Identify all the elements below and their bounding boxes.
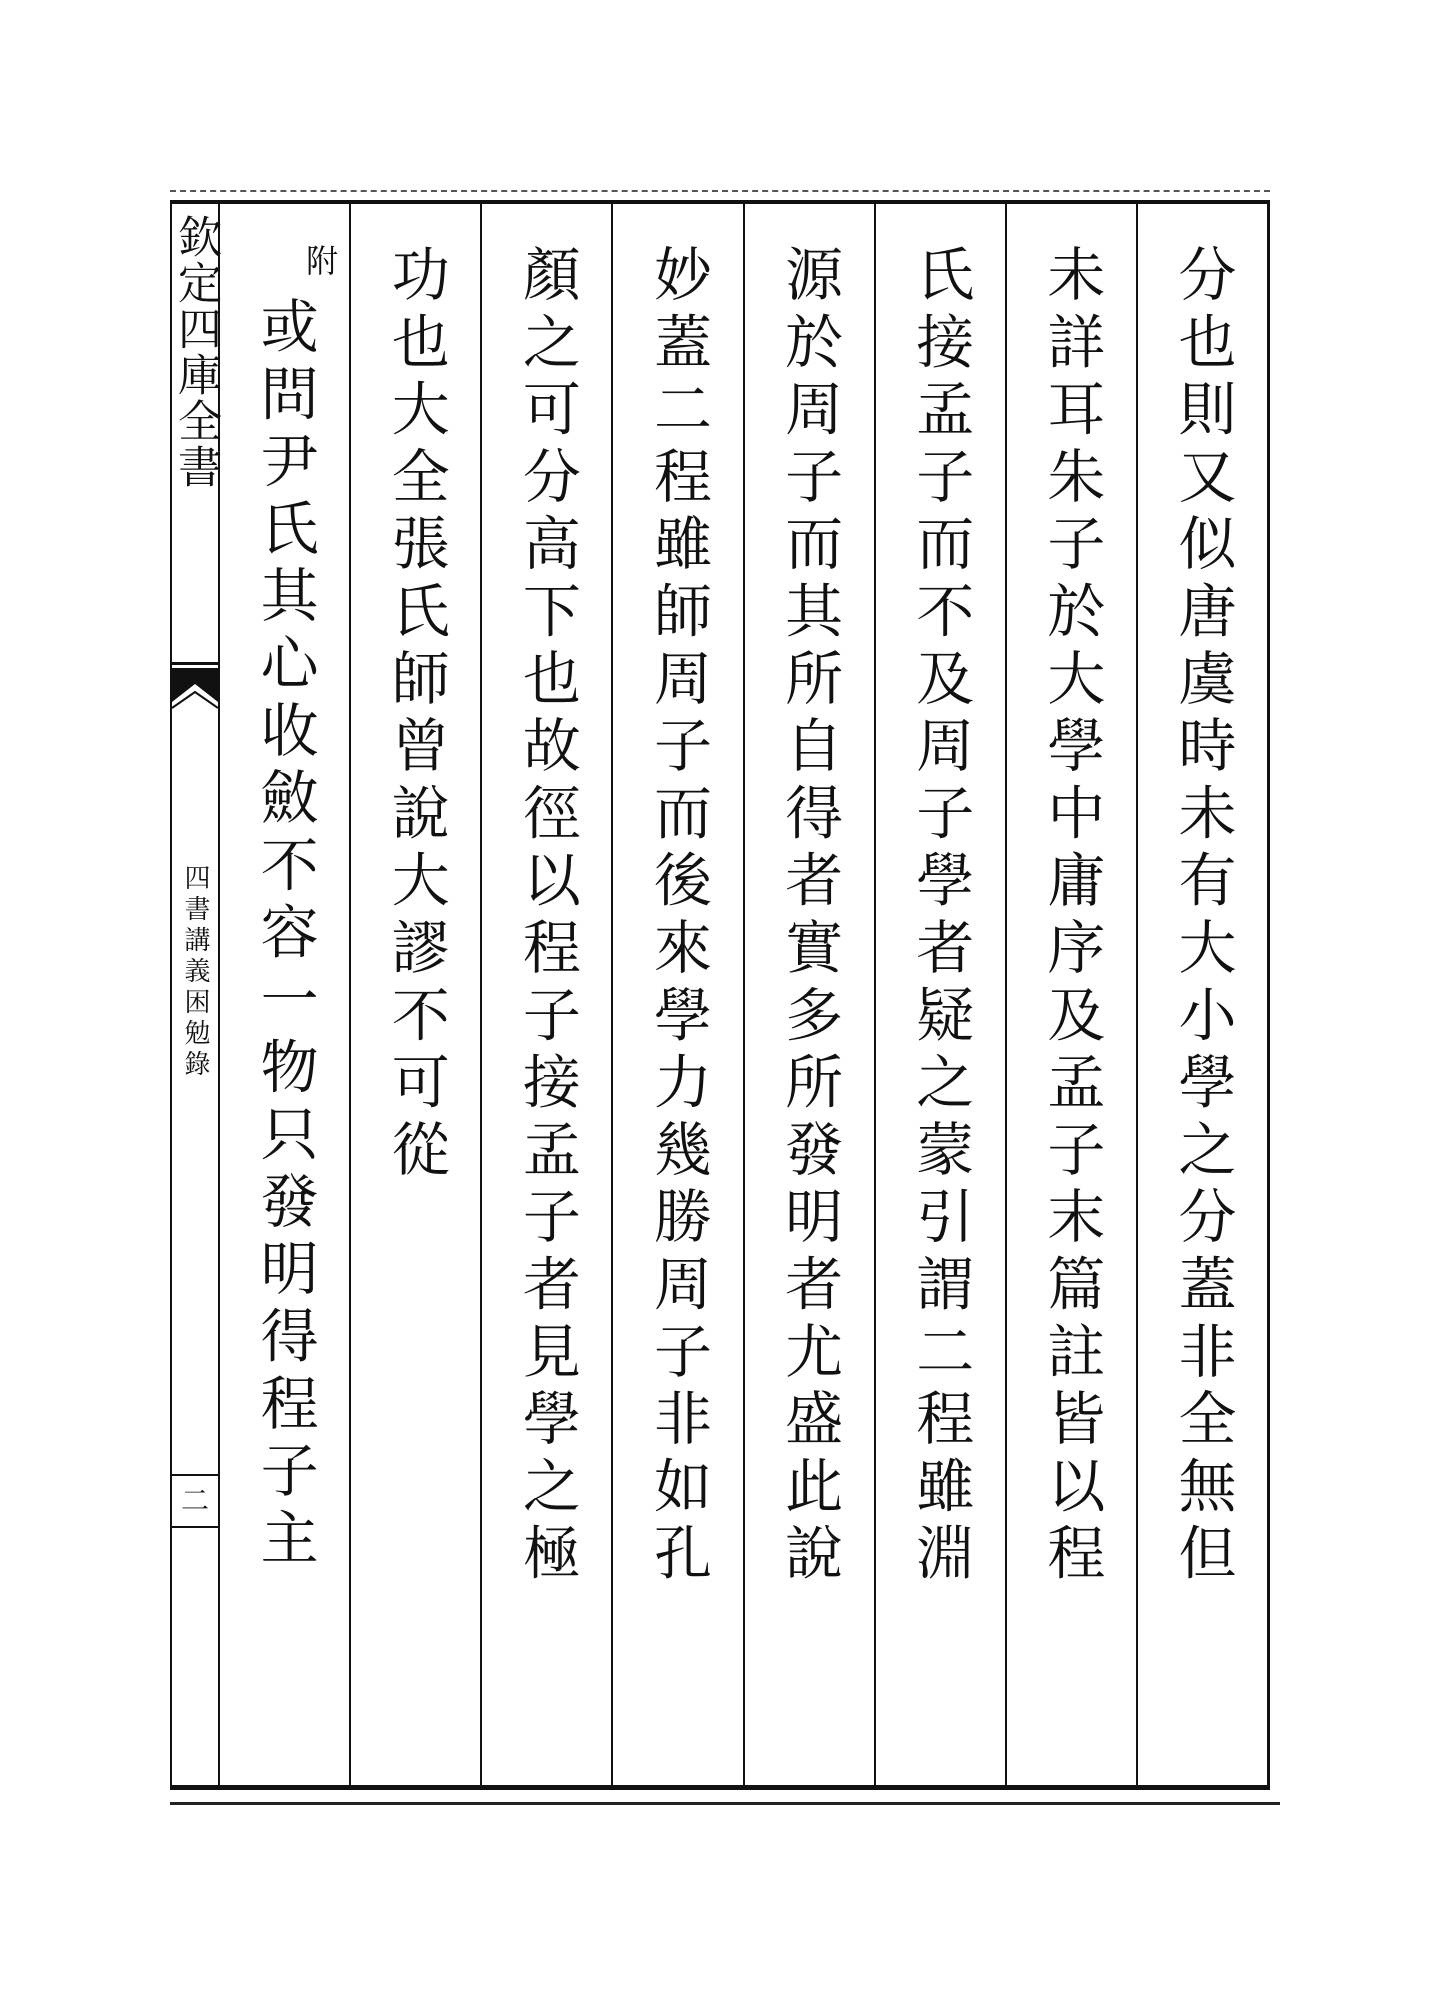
column-text: 顏之可分高下也故徑以程子接孟子者見學之極 bbox=[512, 244, 581, 1590]
page-frame bbox=[170, 200, 1270, 1790]
column-text: 分也則又似唐虞時未有大小學之分蓋非全無但 bbox=[1168, 244, 1237, 1590]
text-column bbox=[874, 204, 1005, 1785]
page-number: 二 bbox=[172, 1474, 218, 1528]
collection-title: 欽定四庫全書 bbox=[170, 214, 221, 490]
text-column bbox=[1005, 204, 1136, 1785]
top-border-dashes bbox=[170, 190, 1270, 192]
text-columns bbox=[218, 204, 1267, 1785]
column-text: 源於周子而其所自得者實多所發明者尤盛此說 bbox=[775, 244, 844, 1590]
column-text: 功也大全張氏師曾說大謬不可從 bbox=[381, 244, 450, 1187]
text-column bbox=[1136, 204, 1267, 1785]
text-column bbox=[349, 204, 480, 1785]
bottom-border-line bbox=[170, 1802, 1280, 1805]
text-column bbox=[218, 204, 349, 1785]
column-text: 未詳耳朱子於大學中庸序及孟子末篇註皆以程 bbox=[1037, 244, 1106, 1590]
text-column bbox=[611, 204, 742, 1785]
fore-edge-margin bbox=[172, 204, 220, 1785]
text-column bbox=[480, 204, 611, 1785]
book-title: 四書講義困勉錄 bbox=[180, 864, 210, 1081]
appendix-note: 附 bbox=[301, 244, 340, 276]
text-column bbox=[743, 204, 874, 1785]
column-text: 妙蓋二程雖師周子而後來學力幾勝周子非如孔 bbox=[643, 244, 712, 1590]
fishtail-mark-icon bbox=[172, 662, 218, 722]
column-text: 或問尹氏其心收斂不容一物只發明得程子主 bbox=[250, 296, 319, 1575]
column-text: 氏接孟子而不及周子學者疑之蒙引謂二程雖淵 bbox=[906, 244, 975, 1590]
